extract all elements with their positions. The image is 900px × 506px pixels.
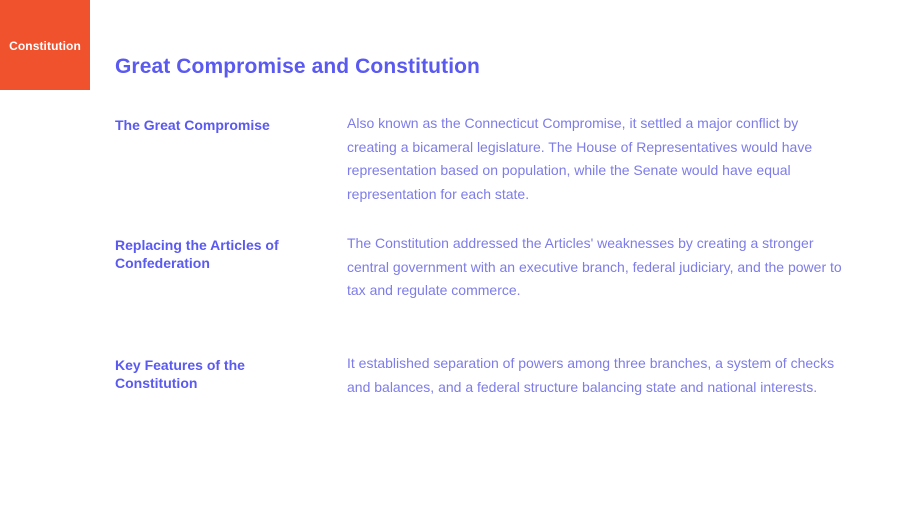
description-great-compromise: Also known as the Connecticut Compromise, it settled a major conflict by creating a bicameral legislature. The House of Representatives would have representation based on population, while the Senate would have equal representation for each state.: [347, 115, 813, 202]
term-key-features: Key Features of the Constitution: [115, 357, 245, 391]
description-replacing-articles: The Constitution addressed the Articles' weaknesses by creating a stronger central government with an executive branch, federal judiciary, and the power to tax and regulate commerce.: [347, 235, 842, 298]
section-tag: [0, 0, 90, 90]
section-tag-label: Constitution: [9, 38, 81, 53]
description-key-features: It established separation of powers among three branches, a system of checks and balances, and a federal structure balancing state and national interests.: [347, 355, 835, 395]
term-replacing-articles: Replacing the Articles of Confederation: [115, 237, 279, 271]
slide-title: Great Compromise and Constitution: [115, 55, 480, 78]
term-great-compromise: The Great Compromise: [115, 117, 270, 133]
